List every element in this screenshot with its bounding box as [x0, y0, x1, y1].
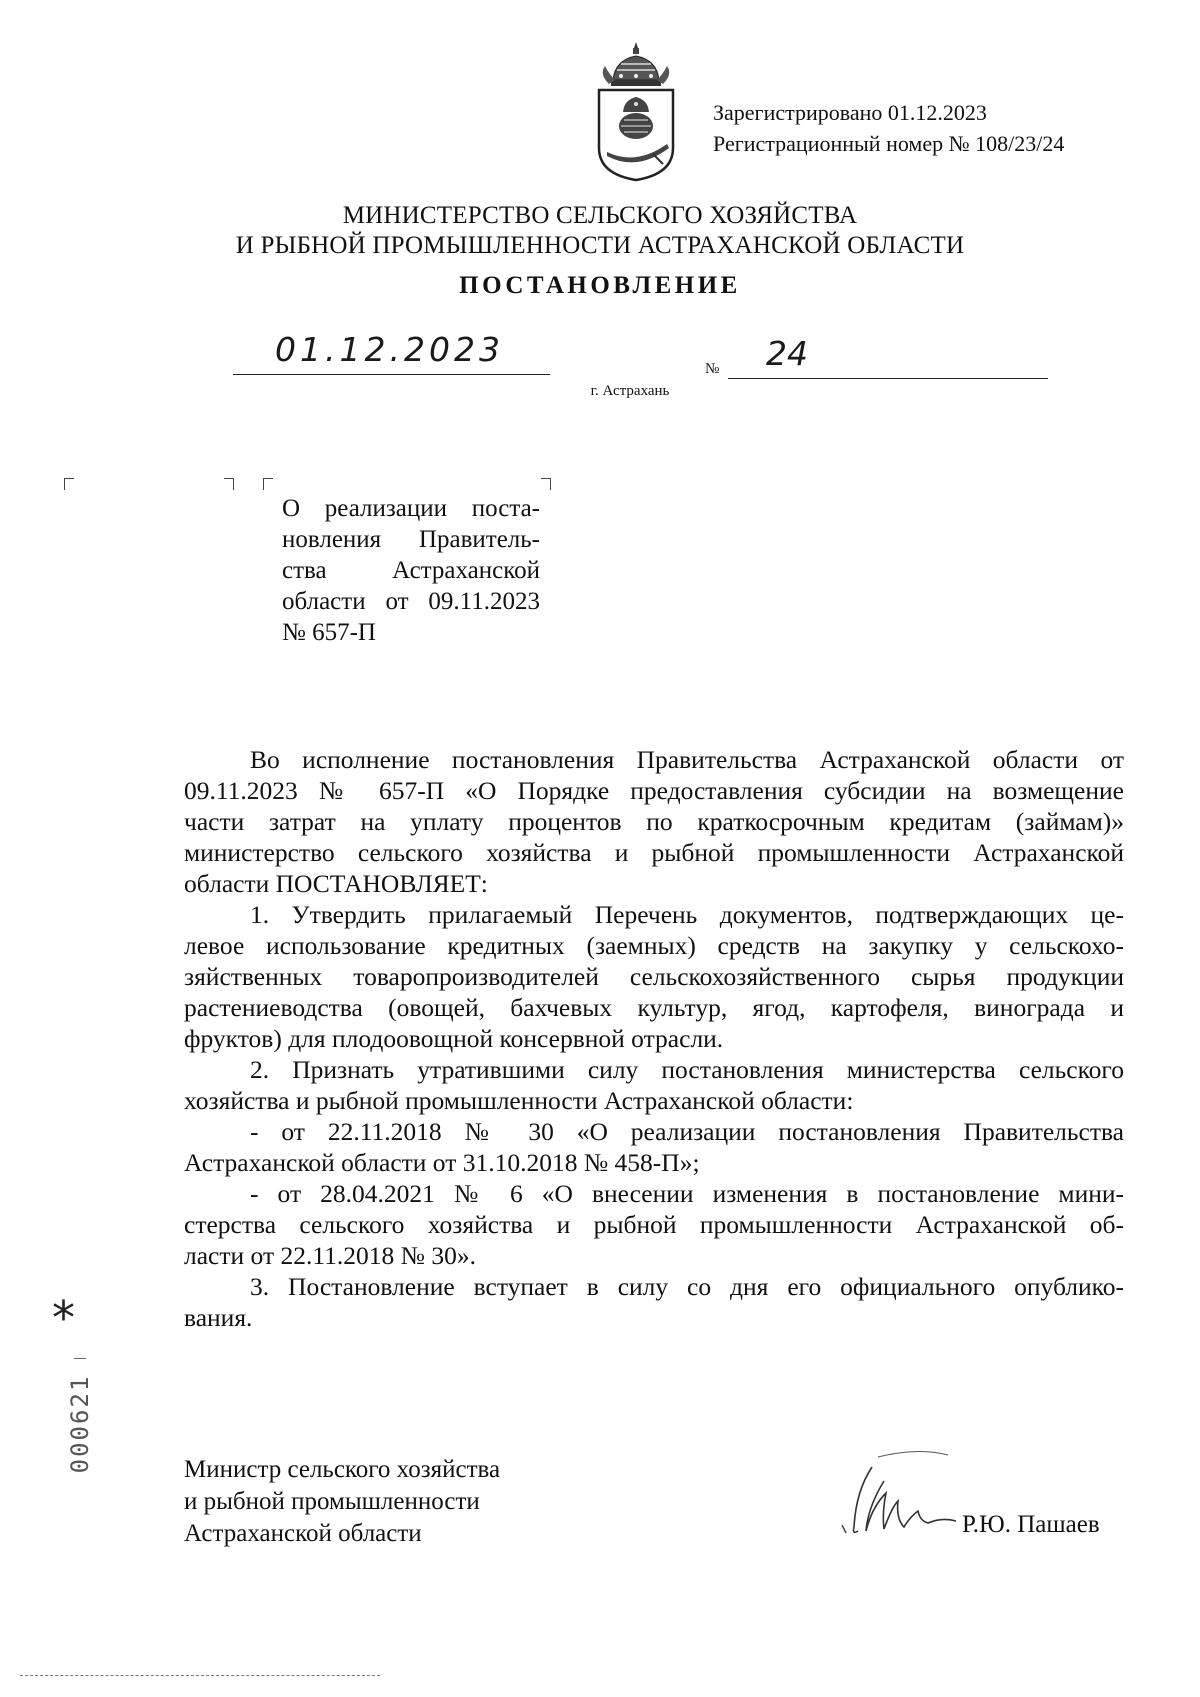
document-body	[184, 744, 1124, 1333]
scan-edge-line	[20, 1675, 380, 1676]
body-line: 3. Постановление вступает в силу со дня его официального опублико-	[250, 1272, 1124, 1301]
subject-line: ства Астраханской	[282, 557, 540, 584]
number-label: №	[705, 361, 720, 377]
body-line: ласти от 22.11.2018 № 30».	[184, 1241, 476, 1270]
document-type-title: ПОСТАНОВЛЕНИЕ	[459, 272, 741, 299]
body-line: 2. Признать утратившими силу постановления министерства сельского	[250, 1055, 1124, 1084]
handwritten-number: 24	[766, 334, 808, 373]
body-line: растениеводства (овощей, бахчевых культур, ягод, картофеля, винограда и	[184, 993, 1124, 1022]
body-line: - от 28.04.2021 № 6 «О внесении изменения в постановление мини-	[250, 1179, 1124, 1208]
document-subject	[282, 493, 540, 648]
body-line: хозяйства и рыбной промышленности Астраханской области:	[184, 1086, 854, 1115]
margin-serial-number: 000621	[66, 1374, 94, 1474]
ministry-header	[0, 201, 1200, 261]
body-line: министерство сельского хозяйства и рыбной промышленности Астраханской	[184, 838, 1124, 867]
signatory-title-line: Министр сельского хозяйства	[184, 1456, 501, 1483]
margin-asterisk: *	[52, 1291, 75, 1345]
body-line: 1. Утвердить прилагаемый Перечень документов, подтверждающих це-	[250, 900, 1124, 929]
registration-number: Регистрационный номер № 108/23/24	[713, 131, 1065, 156]
body-line: фруктов) для плодоовощной консервной отрасли.	[184, 1024, 724, 1053]
body-line: - от 22.11.2018 № 30 «О реализации постановления Правительства	[250, 1117, 1124, 1146]
signer-name: Р.Ю. Пашаев	[962, 1511, 1100, 1538]
handwritten-signature	[838, 1447, 958, 1539]
body-line: части затрат на уплату процентов по краткосрочным кредитам (займам)»	[184, 807, 1124, 836]
subject-line: области от 09.11.2023	[282, 588, 540, 615]
body-line: вания.	[184, 1303, 253, 1332]
signatory-title	[184, 1454, 500, 1550]
body-line: стерства сельского хозяйства и рыбной промышленности Астраханской об-	[184, 1210, 1124, 1239]
bracket-mark	[541, 478, 551, 490]
ministry-line-1: МИНИСТЕРСТВО СЕЛЬСКОГО ХОЗЯЙСТВА	[342, 202, 858, 229]
registration-stamp	[713, 97, 1064, 159]
bracket-mark	[224, 478, 234, 490]
handwritten-date: 01.12.2023	[275, 330, 504, 369]
city-label: г. Астрахань	[590, 383, 670, 399]
number-underline	[728, 378, 1048, 379]
subject-line: новления Правитель-	[282, 526, 540, 553]
bracket-mark	[64, 478, 74, 490]
body-line: Во исполнение постановления Правительства Астраханской области от	[250, 745, 1124, 774]
subject-line: № 657-П	[282, 619, 376, 646]
registration-date: Зарегистрировано 01.12.2023	[713, 100, 987, 125]
body-line: Астраханской области от 31.10.2018 № 458-П»;	[184, 1148, 700, 1177]
body-line: 09.11.2023 № 657-П «О Порядке предоставления субсидии на возмещение	[184, 776, 1124, 805]
body-line: области ПОСТАНОВЛЯЕТ:	[184, 869, 488, 898]
date-underline	[233, 374, 550, 375]
coat-of-arms-icon	[591, 40, 681, 182]
body-line: левое использование кредитных (заемных) средств на закупку у сельскохо-	[184, 931, 1124, 960]
subject-line: О реализации поста-	[282, 495, 540, 522]
margin-rule	[74, 1358, 86, 1359]
body-line: зяйственных товаропроизводителей сельскохозяйственного сырья продукции	[184, 962, 1124, 991]
signatory-title-line: Астраханской области	[184, 1520, 422, 1547]
ministry-line-2: И РЫБНОЙ ПРОМЫШЛЕННОСТИ АСТРАХАНСКОЙ ОБЛАСТИ	[235, 232, 965, 259]
bracket-mark	[263, 478, 273, 490]
signatory-title-line: и рыбной промышленности	[184, 1488, 480, 1515]
